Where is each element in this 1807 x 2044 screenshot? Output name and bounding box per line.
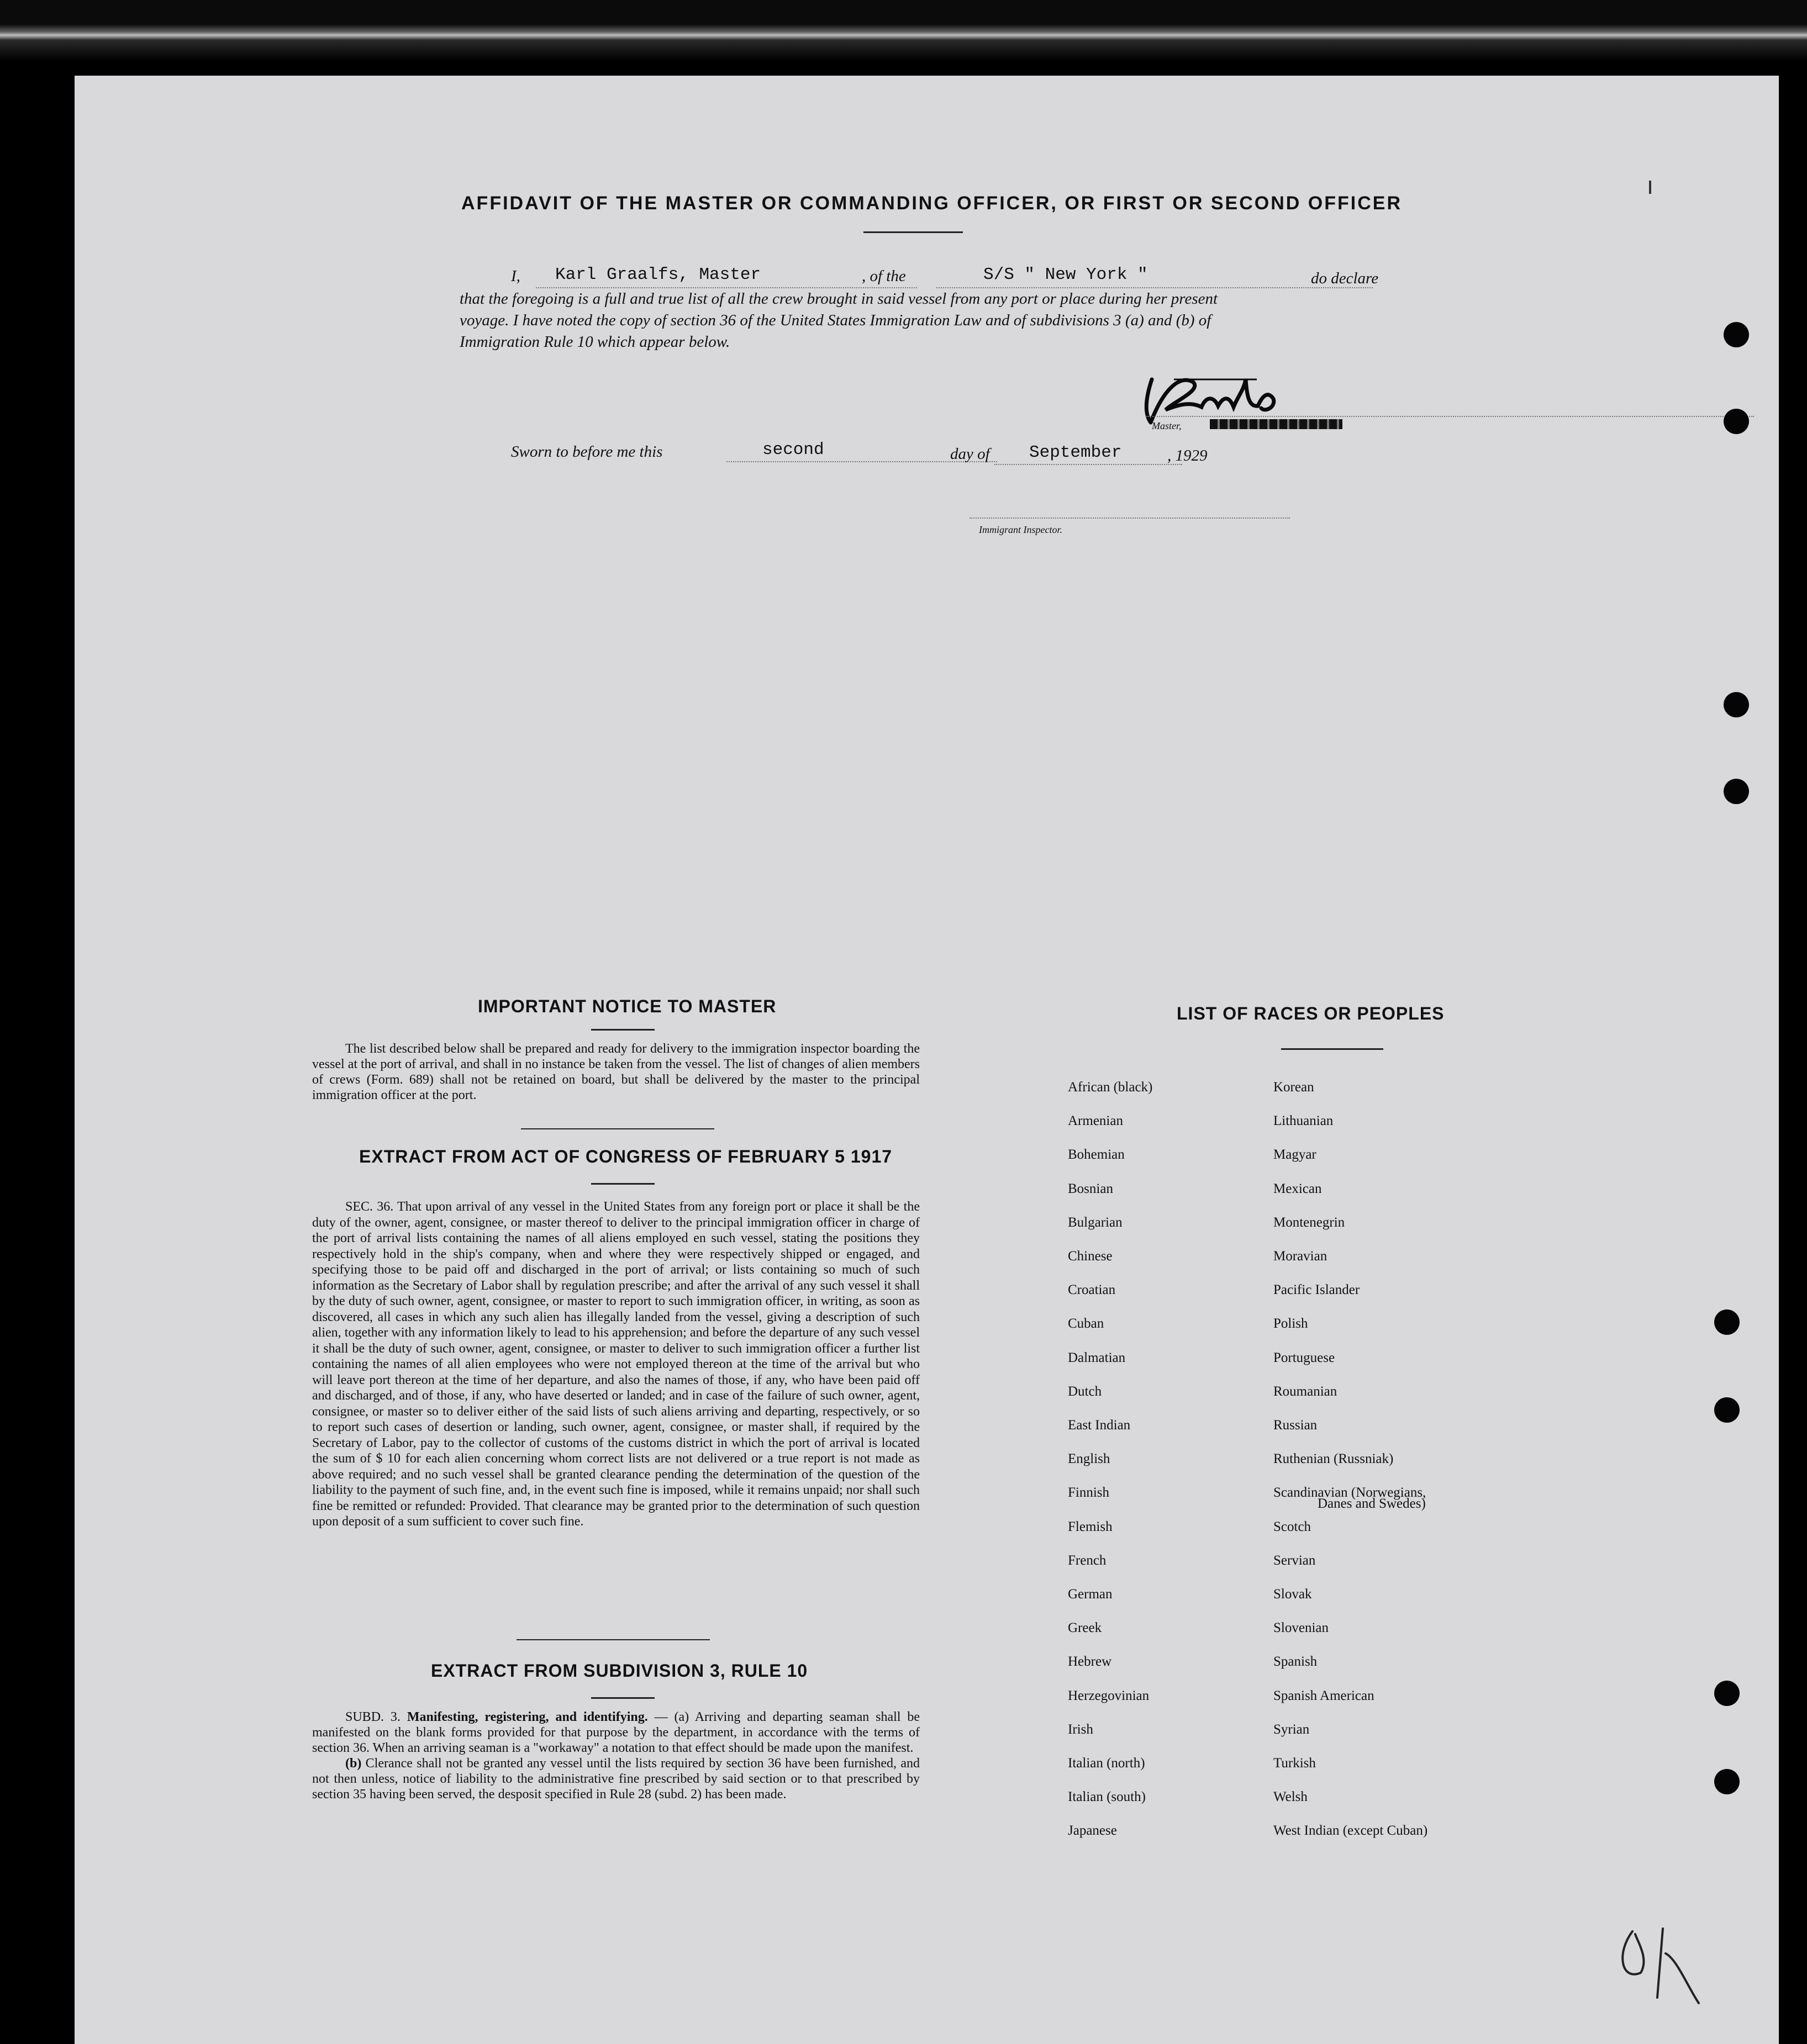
race-item: Bulgarian xyxy=(1068,1214,1123,1230)
race-item: Servian xyxy=(1273,1552,1316,1568)
master-signature xyxy=(1141,357,1284,429)
sworn-month-line xyxy=(994,464,1182,465)
binder-hole xyxy=(1714,1681,1740,1706)
notice-text: The list described below shall be prepared and ready for delivery to the immigration inspector boarding the vessel at the port of arrival, and shall in no instance be taken from the vessel. The list of changes of alien members of crews (Form. 689) shall not be retained on board, but shall be delivered by the master to the principal immigration officer at the port. xyxy=(312,1042,920,1102)
extract-act-title-rule xyxy=(591,1183,655,1185)
races-title: LIST OF RACES OR PEOPLES xyxy=(1177,1003,1445,1023)
binder-hole xyxy=(1714,1397,1740,1423)
race-item: Syrian xyxy=(1273,1721,1310,1737)
race-item: Russian xyxy=(1273,1418,1318,1433)
notice-title: IMPORTANT NOTICE TO MASTER xyxy=(478,996,777,1016)
race-item: Korean xyxy=(1273,1080,1314,1095)
race-item: Ruthenian (Russniak) xyxy=(1273,1451,1394,1467)
race-item: Spanish American xyxy=(1273,1688,1374,1703)
race-item: Scandinavian (Norwegians, xyxy=(1273,1485,1426,1501)
race-item: Lithuanian xyxy=(1273,1113,1334,1129)
race-item: Mexican xyxy=(1273,1181,1322,1196)
race-item: Turkish xyxy=(1273,1756,1316,1771)
race-item: Herzegovinian xyxy=(1068,1688,1150,1703)
extract-rule-text xyxy=(312,1709,920,1802)
sworn-day: second xyxy=(762,440,824,459)
struck-out-title xyxy=(1210,419,1342,429)
race-item: Flemish xyxy=(1068,1519,1113,1534)
race-item: Japanese xyxy=(1068,1823,1117,1839)
sworn-label: Sworn to before me this xyxy=(511,443,663,461)
races-title-rule xyxy=(1281,1048,1383,1050)
race-item: Roumanian xyxy=(1273,1383,1337,1399)
vessel-name-line xyxy=(936,287,1373,288)
race-item: Scotch xyxy=(1273,1519,1311,1534)
race-item: Dutch xyxy=(1068,1383,1102,1399)
sworn-month: September xyxy=(1029,443,1122,462)
race-item: French xyxy=(1068,1552,1107,1568)
race-item: Pacific Islander xyxy=(1273,1282,1360,1298)
race-item: Croatian xyxy=(1068,1282,1116,1298)
document-page xyxy=(75,76,1779,2044)
sworn-year: , 1929 xyxy=(1167,447,1208,464)
race-item: Armenian xyxy=(1068,1113,1123,1129)
race-item: Dalmatian xyxy=(1068,1350,1126,1365)
affidavit-lead: I, xyxy=(511,267,520,285)
extract-act-rule xyxy=(517,1639,710,1640)
binder-hole xyxy=(1724,692,1749,717)
race-item: Italian (south) xyxy=(1068,1789,1146,1805)
race-item: Finnish xyxy=(1068,1485,1110,1501)
affidavit-line-4: Immigration Rule 10 which appear below. xyxy=(460,333,730,351)
race-item: Irish xyxy=(1068,1721,1093,1737)
race-item: East Indian xyxy=(1068,1418,1131,1433)
inspector-label: Immigrant Inspector. xyxy=(979,524,1062,535)
handwritten-mark xyxy=(1610,1920,1721,2009)
extract-rule-title: EXTRACT FROM SUBDIVISION 3, RULE 10 xyxy=(431,1661,808,1681)
vessel-name: S/S " New York " xyxy=(983,265,1148,284)
race-item: Moravian xyxy=(1273,1249,1327,1264)
race-item: German xyxy=(1068,1587,1113,1602)
affidavit-line-3: voyage. I have noted the copy of section 36 of the United States Immigration Law and of subdivisions 3 (a) and (b) of xyxy=(460,311,1211,329)
race-item: Slovak xyxy=(1273,1587,1312,1602)
inspector-line xyxy=(970,517,1290,519)
race-item: Greek xyxy=(1068,1620,1102,1636)
race-right-continuation: Danes and Swedes) xyxy=(1318,1496,1426,1511)
race-item: Bosnian xyxy=(1068,1181,1113,1196)
race-item: African (black) xyxy=(1068,1080,1153,1095)
day-of-label: day of xyxy=(950,445,990,463)
race-item: Portuguese xyxy=(1273,1350,1335,1365)
race-item: Polish xyxy=(1273,1316,1308,1332)
binder-hole xyxy=(1714,1309,1740,1335)
notice-title-rule xyxy=(591,1029,655,1031)
extract-act-title: EXTRACT FROM ACT OF CONGRESS OF FEBRUARY 5 1917 xyxy=(359,1147,893,1166)
binder-hole xyxy=(1724,322,1749,347)
extract-rule-title-rule xyxy=(591,1697,655,1699)
race-item: Hebrew xyxy=(1068,1654,1112,1670)
binder-hole xyxy=(1724,779,1749,804)
race-item: Italian (north) xyxy=(1068,1756,1145,1771)
rule-para-a: SUBD. 3. Manifesting, registering, and identifying. — (a) Arriving and departing seaman shall be manifested on the blank forms provided for that purpose by the department, in accordance with the terms of section 36. When an arriving seaman is a "workaway" a notation to that effect should be made upon the manifest. xyxy=(312,1710,920,1755)
scan-top-strip xyxy=(0,0,1807,61)
binder-hole xyxy=(1724,409,1749,434)
notice-rule xyxy=(521,1128,714,1129)
affidavit-line-2: that the foregoing is a full and true list of all the crew brought in said vessel from any port or place during her present xyxy=(460,290,1218,308)
master-name-line xyxy=(536,287,917,288)
race-item: Magyar xyxy=(1273,1147,1316,1163)
race-item: Welsh xyxy=(1273,1789,1308,1805)
rule-para-b: (b) Clerance shall not be granted any vessel until the lists required by section 36 have been furnished, and not then unless, notice of liability to the administrative fine prescribed by said section or to that prescribed by section 35 having been served, the desposit specified in Rule 28 (subd. 2) has been made. xyxy=(312,1756,920,1802)
of-the-label: , of the xyxy=(862,267,906,285)
race-item: West Indian (except Cuban) xyxy=(1273,1823,1428,1839)
affidavit-title-rule xyxy=(863,231,963,233)
binder-hole xyxy=(1714,1769,1740,1794)
signature-caption: Master, xyxy=(1152,420,1182,431)
race-item: Cuban xyxy=(1068,1316,1104,1332)
race-item: Montenegrin xyxy=(1273,1214,1345,1230)
race-item: Bohemian xyxy=(1068,1147,1125,1163)
extract-act-text: SEC. 36. That upon arrival of any vessel in the United States from any foreign port or place it shall be the duty of the owner, agent, consignee, or master thereof to deliver to the principal immigration officer in charge of the port of arrival lists containing the names of all aliens employed en such vessel, stating the positions they respectively hold in the ship's company, when and where they were respectively shipped or engaged, and specifying those to be paid off and discharged in the port of arrival; or lists containing so much of such information as the Secretary of Labor shall by regulation prescribe; and after the arrival of any such vessel it shall by the duty of such owner, agent, consignee, or master to report to such immigration officer, in writing, as soon as discovered, all cases in which any such alien has illegally landed from the vessel, giving a description of such alien, together with any information likely to lead to his apprehension; and before the departure of any such vessel it shall be the duty of such owner, agent, consignee, or master to deliver to such immigration officer a further list containing the names of all alien employees who were not employed thereon at the time of the arrival but who will leave port thereon at the time of her departure, and also the names of those, if any, who have been paid off and discharged, and of those, if any, who have deserted or landed; and in case of the failure of such owner, agent, consignee, or master so to deliver either of the said lists of such aliens arriving and departing, respectively, or so to report such cases of desertion or landing, such owner, agent, consignee, or master shall, if required by the Secretary of Labor, pay to the collector of customs of the customs district in which the port of arrival is located the sum of $ 10 for each alien concerning whom correct lists are not delivered or a true report is not made as above required; and no such vessel shall be granted clearance pending the determination of the question of the liability to the payment of such fine, and, in the event such fine is imposed, while it remains unpaid; nor shall such fine be remitted or refunded: Provided. That clearance may be granted prior to the determination of such question upon deposit of a sum sufficient to cover such fine. xyxy=(312,1200,920,1529)
race-item: Slovenian xyxy=(1273,1620,1329,1636)
do-declare-label: do declare xyxy=(1311,270,1379,287)
master-name: Karl Graalfs, Master xyxy=(555,265,761,284)
scan-mark xyxy=(1649,181,1651,194)
race-item: Chinese xyxy=(1068,1249,1113,1264)
affidavit-title: AFFIDAVIT OF THE MASTER OR COMMANDING OFFICER, OR FIRST OR SECOND OFFICER xyxy=(461,193,1402,214)
race-item: English xyxy=(1068,1451,1110,1467)
race-item: Spanish xyxy=(1273,1654,1318,1670)
signature-line xyxy=(1146,416,1754,417)
